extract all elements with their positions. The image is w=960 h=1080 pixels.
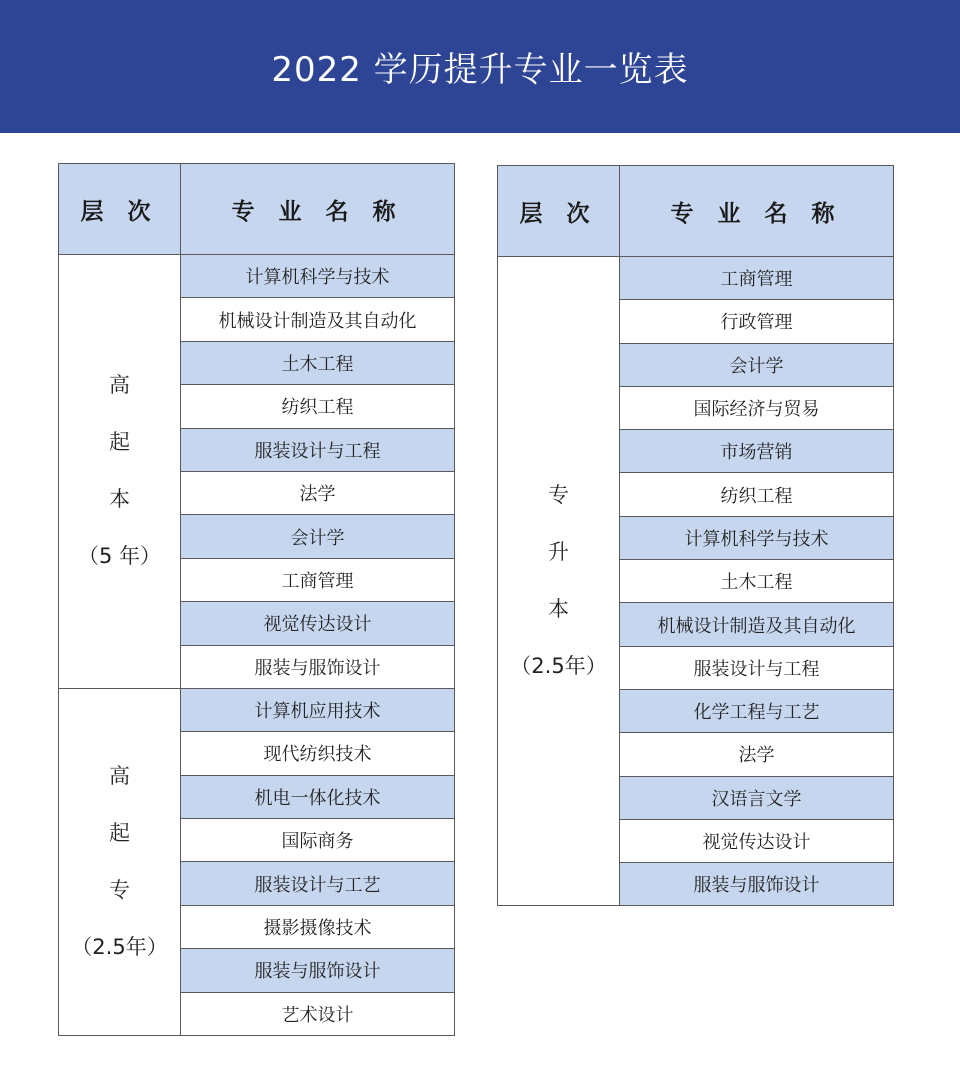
major-cell: 服装设计与工程 (181, 428, 455, 471)
major-cell: 服装与服饰设计 (181, 645, 455, 688)
level-text: （5 年） (77, 544, 162, 569)
table-row (59, 255, 455, 298)
major-cell: 土木工程 (181, 341, 455, 384)
major-cell: 摄影摄像技术 (181, 905, 455, 948)
major-cell: 计算机科学与技术 (181, 255, 455, 298)
major-cell: 会计学 (620, 343, 894, 386)
major-cell: 服装设计与工程 (620, 646, 894, 689)
major-cell: 视觉传达设计 (620, 819, 894, 862)
page-title: 2022 学历提升专业一览表 (271, 50, 689, 90)
major-cell: 计算机科学与技术 (620, 516, 894, 559)
left-major-table (58, 163, 455, 1036)
major-cell: 现代纺织技术 (181, 732, 455, 775)
major-cell: 纺织工程 (620, 473, 894, 516)
page-header (0, 0, 960, 133)
level-text: 本 (548, 597, 569, 622)
major-cell: 纺织工程 (181, 385, 455, 428)
level-text: 高 (109, 763, 130, 788)
major-cell: 市场营销 (620, 430, 894, 473)
major-cell: 机电一体化技术 (181, 775, 455, 818)
major-cell: 法学 (181, 471, 455, 514)
major-cell: 工商管理 (181, 558, 455, 601)
level-text: 升 (548, 540, 569, 565)
level-text: 起 (109, 820, 130, 845)
major-cell: 服装设计与工艺 (181, 862, 455, 905)
major-cell: 机械设计制造及其自动化 (181, 298, 455, 341)
major-cell: 服装与服饰设计 (620, 863, 894, 906)
major-cell: 化学工程与工艺 (620, 689, 894, 732)
right-major-table (497, 165, 894, 906)
level-cell (59, 688, 181, 1035)
table-row (59, 688, 455, 731)
level-text: （2.5年） (510, 654, 607, 679)
level-text: 高 (109, 373, 130, 398)
level-text: 专 (548, 483, 569, 508)
major-cell: 国际商务 (181, 819, 455, 862)
level-column-header: 层 次 (59, 164, 181, 255)
level-text: （2.5年） (71, 934, 168, 959)
level-cell (498, 257, 620, 906)
major-cell: 会计学 (181, 515, 455, 558)
major-cell: 汉语言文学 (620, 776, 894, 819)
major-cell: 法学 (620, 733, 894, 776)
major-cell: 机械设计制造及其自动化 (620, 603, 894, 646)
table-row (498, 257, 894, 300)
major-cell: 视觉传达设计 (181, 602, 455, 645)
major-column-header: 专 业 名 称 (181, 164, 455, 255)
level-text: 专 (109, 877, 130, 902)
major-column-header: 专 业 名 称 (620, 166, 894, 257)
major-cell: 国际经济与贸易 (620, 386, 894, 429)
major-cell: 工商管理 (620, 257, 894, 300)
level-text: 本 (109, 487, 130, 512)
major-cell: 服装与服饰设计 (181, 949, 455, 992)
major-cell: 土木工程 (620, 560, 894, 603)
major-cell: 行政管理 (620, 300, 894, 343)
major-cell: 艺术设计 (181, 992, 455, 1035)
major-cell: 计算机应用技术 (181, 688, 455, 731)
level-text: 起 (109, 430, 130, 455)
level-cell (59, 255, 181, 689)
level-column-header: 层 次 (498, 166, 620, 257)
